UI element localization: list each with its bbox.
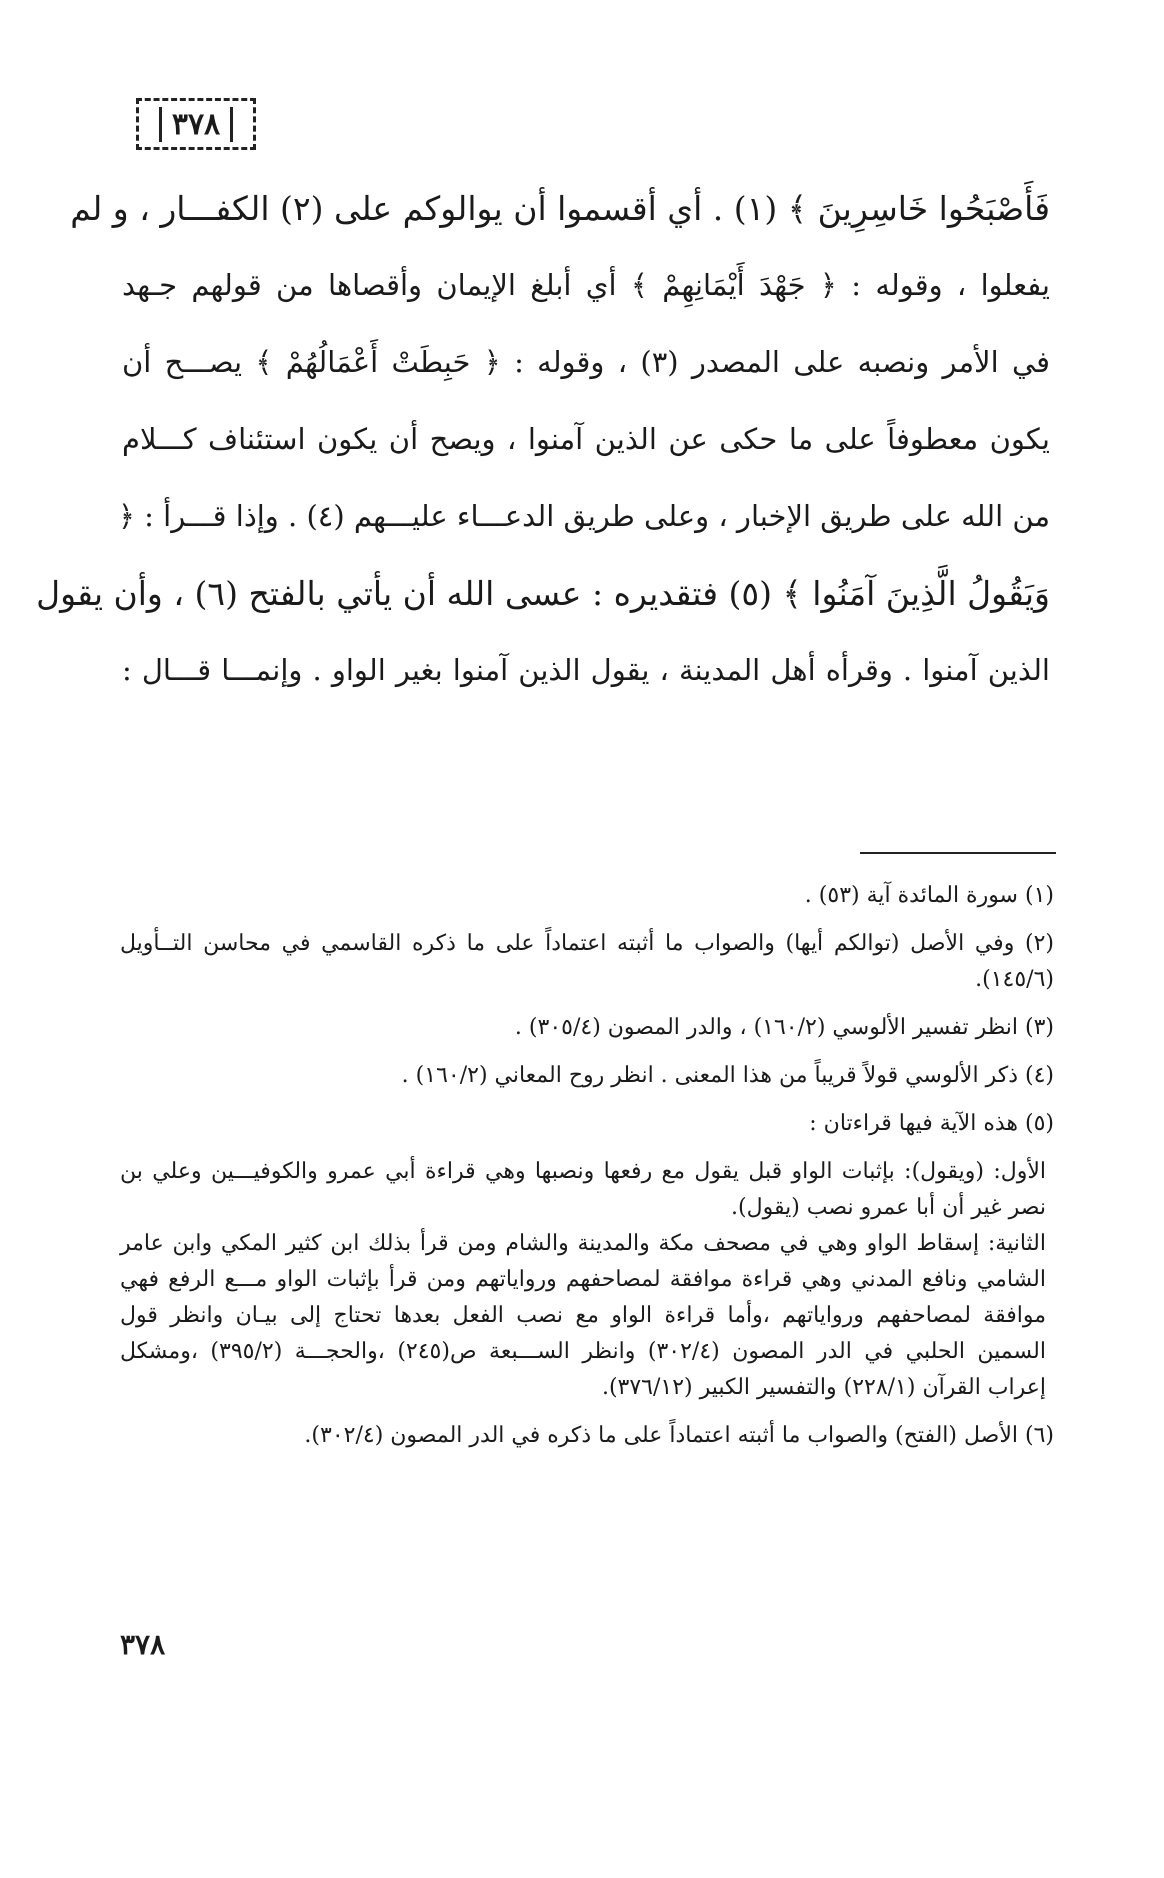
page-number-box — [136, 98, 256, 150]
body-line: يفعلوا ، وقوله : ﴿ جَهْدَ أَيْمَانِهِمْ ﴾ أي أبلغ الإيمان وأقصاها من قولهم جـهد — [122, 268, 1050, 302]
footnote-3: (٣) انظر تفسير الألوسي (١٦٠/٢) ، والدر المصون (٣٠٥/٤) . — [514, 1015, 1054, 1040]
footnote-separator — [860, 852, 1056, 854]
body-line: الذين آمنوا . وقرأه أهل المدينة ، يقول الذين آمنوا بغير الواو . وإنمـــا قـــال : — [122, 653, 1050, 687]
footnote-5-reading-1: الأول: (ويقول): بإثبات الواو قبل يقول مع رفعها ونصبها وهي قراءة أبي عمرو والكوفيـــين وعلي بن نصر غير أن أبا عمرو نصب (يقول). — [120, 1159, 1046, 1220]
page-number-top: ٣٧٨ — [159, 107, 233, 142]
footnote-5-reading-2: الثانية: إسقاط الواو وهي في مصحف مكة والمدينة والشام ومن قرأ بذلك ابن كثير المكي وابن عامر الشامي ونافع المدني وهي قراءة موافقة لمصاحفهم ورواياتهم ومن قرأ بإثبات الواو مـــع الرفع فهي موافقة لمصاحفهم ورواياتهم ،وأما قراءة الواو مع نصب الفعل بعدها تحتاج إلى بيـان وانظر قول السمين الحلبي في الدر المصون (٣٠٢/٤) وانظر الســـبعة ص(٢٤٥) ،والحجـــة (٣٩٥/٢) ،ومشكل إعراب القرآن (٢٢٨/١) والتفسير الكبير (٣٧٦/١٢). — [120, 1231, 1046, 1400]
footnote-4: (٤) ذكر الألوسي قولاً قريباً من هذا المعنى . انظر روح المعاني (١٦٠/٢) . — [401, 1063, 1054, 1088]
main-body-text — [36, 170, 1050, 709]
footnote-5: (٥) هذه الآية فيها قراءتان : — [809, 1111, 1054, 1136]
footnote-6: (٦) الأصل (الفتح) والصواب ما أثبته اعتماداً على ما ذكره في الدر المصون (٣٠٢/٤). — [304, 1423, 1054, 1448]
page-number-footer: ٣٧٨ — [120, 1628, 166, 1661]
body-line: من الله على طريق الإخبار ، وعلى طريق الدعـــاء عليـــهم (٤) . وإذا قـــرأ : ﴿ — [117, 499, 1050, 533]
footnote-5-details — [120, 1154, 1054, 1406]
body-line: وَيَقُولُ الَّذِينَ آمَنُوا ﴾ (٥) فتقديره : عسى الله أن يأتي بالفتح (٦) ، وأن يقول — [36, 574, 1050, 613]
footnote-1: (١) سورة المائدة آية (٥٣) . — [804, 883, 1054, 908]
footnote-2: (٢) وفي الأصل (توالكم أيها) والصواب ما أثبته اعتماداً على ما ذكره القاسمي في محاسن التــأويل (١٤٥/٦). — [120, 931, 1054, 992]
body-line: فَأَصْبَحُوا خَاسِرِينَ ﴾ (١) . أي أقسموا أن يوالوكم على (٢) الكفـــار ، و لم — [70, 189, 1050, 228]
body-line: في الأمر ونصبه على المصدر (٣) ، وقوله : ﴿ حَبِطَتْ أَعْمَالُهُمْ ﴾ يصـــح أن — [122, 345, 1050, 379]
footnotes-section — [120, 878, 1054, 1466]
body-line: يكون معطوفاً على ما حكى عن الذين آمنوا ، ويصح أن يكون استئناف كـــلام — [122, 422, 1050, 456]
